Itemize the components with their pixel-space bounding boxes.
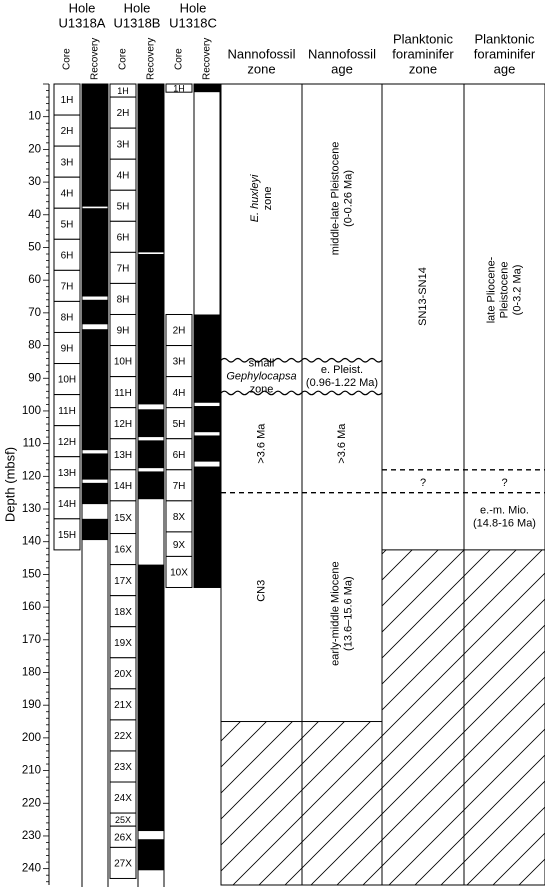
axis-tick-label: 120 [21, 470, 41, 483]
core-label: 4H [172, 387, 186, 399]
axis-tick-label: 210 [21, 764, 41, 777]
recovered-interval [138, 471, 164, 499]
axis-tick-label: 90 [28, 372, 41, 385]
nannofossil-zone-label: small [248, 357, 275, 370]
core-label: 3H [172, 356, 186, 368]
core-label: 21X [114, 700, 132, 712]
recovered-interval [82, 208, 108, 296]
recovery-column-label: Recovery [89, 37, 101, 80]
recovered-interval [138, 84, 164, 252]
nannofossil-zone-label: zone [261, 186, 274, 211]
core-label: 23X [114, 762, 132, 774]
core-label: 11H [58, 405, 76, 417]
core-label: 8X [172, 512, 186, 524]
axis-tick-label: 70 [28, 306, 41, 319]
recovered-interval [82, 483, 108, 504]
core-label: 26X [114, 832, 132, 844]
nannofossil-age-label: (13.6–15.6 Ma) [342, 576, 355, 651]
core-label: 13H [113, 449, 133, 461]
foraminifer-age-label: Pleistocene [498, 261, 511, 319]
core-label: 12H [57, 436, 77, 448]
recovered-interval [194, 435, 220, 461]
recovery-column-label: Recovery [145, 37, 157, 80]
nannofossil-age-header: age [331, 61, 353, 77]
core-columns [54, 83, 220, 887]
hole-header-name: U1318B [113, 15, 161, 31]
nannofossil-zone-label: zone [249, 383, 274, 396]
foraminifer-age-header: age [493, 61, 516, 77]
axis-tick-label: 170 [21, 633, 41, 646]
core-label: 19X [114, 637, 132, 649]
foraminifer-zone-header: Planktonic [393, 31, 453, 47]
hole-header-name: U1318A [58, 15, 106, 31]
hole-header-name: U1318C [169, 15, 217, 31]
hole-header-line1: Hole [68, 0, 96, 16]
core-label: 6H [172, 449, 186, 461]
core-label: 10X [170, 567, 188, 579]
core-column-label: Core [117, 48, 129, 70]
axis-tick-label: 80 [28, 339, 41, 352]
core-label: 2H [172, 325, 186, 337]
nannofossil-zone-label: >3.6 Ma [255, 423, 268, 464]
axis-tick-label: 50 [28, 241, 41, 254]
core-label: 4H [60, 188, 74, 200]
core-label: 22X [114, 731, 132, 743]
axis-title: Depth (mbsf) [2, 446, 18, 523]
core-label: 17X [114, 575, 132, 587]
core-label: 7H [60, 281, 74, 293]
nannofossil-zone-label: E. huxleyi [248, 174, 261, 223]
axis-tick-label: 10 [28, 110, 41, 123]
core-label: 11H [114, 387, 132, 399]
foraminifer-zone-header: zone [408, 61, 438, 77]
foraminifer-age-label: ? [501, 476, 508, 489]
nannofossil-age-label: early-middle Miocene [329, 561, 342, 666]
core-column-label: Core [61, 48, 73, 70]
core-label: 9H [60, 343, 74, 355]
foraminifer-zone-label: ? [419, 476, 427, 489]
axis-tick-label: 190 [21, 699, 41, 712]
nannofossil-zone-header: Nannofossil [227, 46, 296, 62]
core-label: 2H [60, 126, 74, 138]
core-label: 25X [114, 814, 132, 825]
axis-tick-label: 140 [21, 535, 41, 548]
recovered-interval [138, 254, 164, 404]
core-label: 6H [116, 232, 130, 244]
nannofossil-zone-header: zone [247, 61, 276, 77]
recovered-interval [138, 565, 164, 831]
nannofossil-age-label: (0-0.26 Ma) [342, 169, 355, 227]
recovered-interval [194, 314, 220, 402]
column-headers [59, 0, 536, 80]
recovered-interval [82, 519, 108, 540]
core-label: 24X [114, 793, 132, 805]
axis-tick-label: 200 [21, 731, 41, 744]
core-label: 12H [113, 418, 133, 430]
core-label: 1H [60, 95, 74, 107]
axis-tick-label: 60 [28, 274, 41, 287]
core-label: 18X [114, 606, 132, 618]
core-label: 20X [114, 668, 132, 680]
core-label: 6H [60, 250, 74, 262]
core-label: 2H [116, 108, 130, 120]
axis-tick-label: 40 [28, 208, 41, 221]
axis-tick-label: 20 [28, 143, 41, 156]
hole-header-line1: Hole [179, 0, 207, 16]
foraminifer-zone-header: foraminifer [392, 46, 454, 62]
axis-tick-label: 180 [21, 666, 41, 679]
recovered-interval [194, 84, 220, 92]
recovered-interval [138, 440, 164, 468]
core-label: 10H [57, 374, 77, 386]
core-label: 8H [116, 294, 130, 306]
recovered-interval [82, 84, 108, 207]
core-label: 9X [172, 539, 186, 551]
core-label: 27X [114, 858, 132, 870]
nannofossil-zone-label: CN3 [255, 579, 268, 602]
nannofossil-age-header: Nannofossil [308, 46, 376, 62]
hole-header-line1: Hole [123, 0, 151, 16]
core-label: 1H [173, 83, 185, 94]
foraminifer-age-header: foraminifer [473, 46, 536, 62]
core-label: 5H [60, 219, 74, 231]
core-label: 7H [116, 263, 130, 275]
axis-tick-label: 150 [21, 568, 41, 581]
axis-tick-label: 160 [21, 601, 41, 614]
nannofossil-age-label: e. Pleist. [320, 364, 364, 377]
axis-tick-label: 30 [28, 176, 41, 189]
nannofossil-age-label: >3.6 Ma [335, 423, 348, 464]
core-label: 1H [117, 85, 129, 96]
foraminifer-age-label: (14.8-16 Ma) [473, 517, 536, 530]
foraminifer-age-label: (0-3.2 Ma) [511, 264, 524, 316]
foraminifer-age-label: late Pliocene- [485, 256, 498, 324]
nannofossil-age-label: middle-late Pleistocene [329, 141, 342, 256]
core-label: 5H [172, 418, 186, 430]
depth-axis [2, 84, 49, 885]
core-label: 15X [114, 512, 132, 524]
axis-tick-label: 240 [21, 862, 41, 875]
foraminifer-age-label: e.-m. Mio. [480, 504, 529, 517]
axis-tick-label: 220 [21, 797, 41, 810]
recovered-interval [82, 453, 108, 479]
recovered-interval [138, 839, 164, 870]
core-label: 3H [116, 139, 130, 151]
core-label: 8H [60, 312, 74, 324]
recovered-interval [82, 300, 108, 325]
core-label: 5H [116, 201, 130, 213]
axis-tick-label: 130 [21, 503, 41, 516]
foraminifer-zone-label: SN13-SN14 [416, 267, 429, 326]
core-label: 7H [172, 480, 186, 492]
core-label: 3H [60, 157, 74, 169]
recovered-interval [194, 406, 220, 432]
recovered-interval [138, 409, 164, 437]
core-label: 15H [57, 529, 77, 541]
axis-tick-label: 100 [21, 404, 41, 417]
core-label: 14H [57, 498, 77, 510]
core-label: 13H [57, 467, 77, 479]
core-label: 9H [116, 325, 130, 337]
foraminifer-age-header: Planktonic [474, 31, 535, 47]
core-label: 4H [116, 170, 130, 182]
recovered-interval [194, 467, 220, 588]
nannofossil-age-label: (0.96-1.22 Ma) [305, 377, 379, 390]
core-column-label: Core [173, 48, 185, 70]
core-label: 10H [113, 356, 133, 368]
core-label: 14H [113, 480, 133, 492]
nannofossil-zone-label: Gephylocapsa [226, 370, 297, 383]
recovered-interval [82, 329, 108, 450]
biostratigraphy-columns [221, 84, 545, 885]
axis-tick-label: 110 [22, 437, 41, 450]
core-label: 16X [114, 544, 132, 556]
recovery-column-label: Recovery [201, 37, 213, 80]
axis-tick-label: 230 [21, 829, 41, 842]
